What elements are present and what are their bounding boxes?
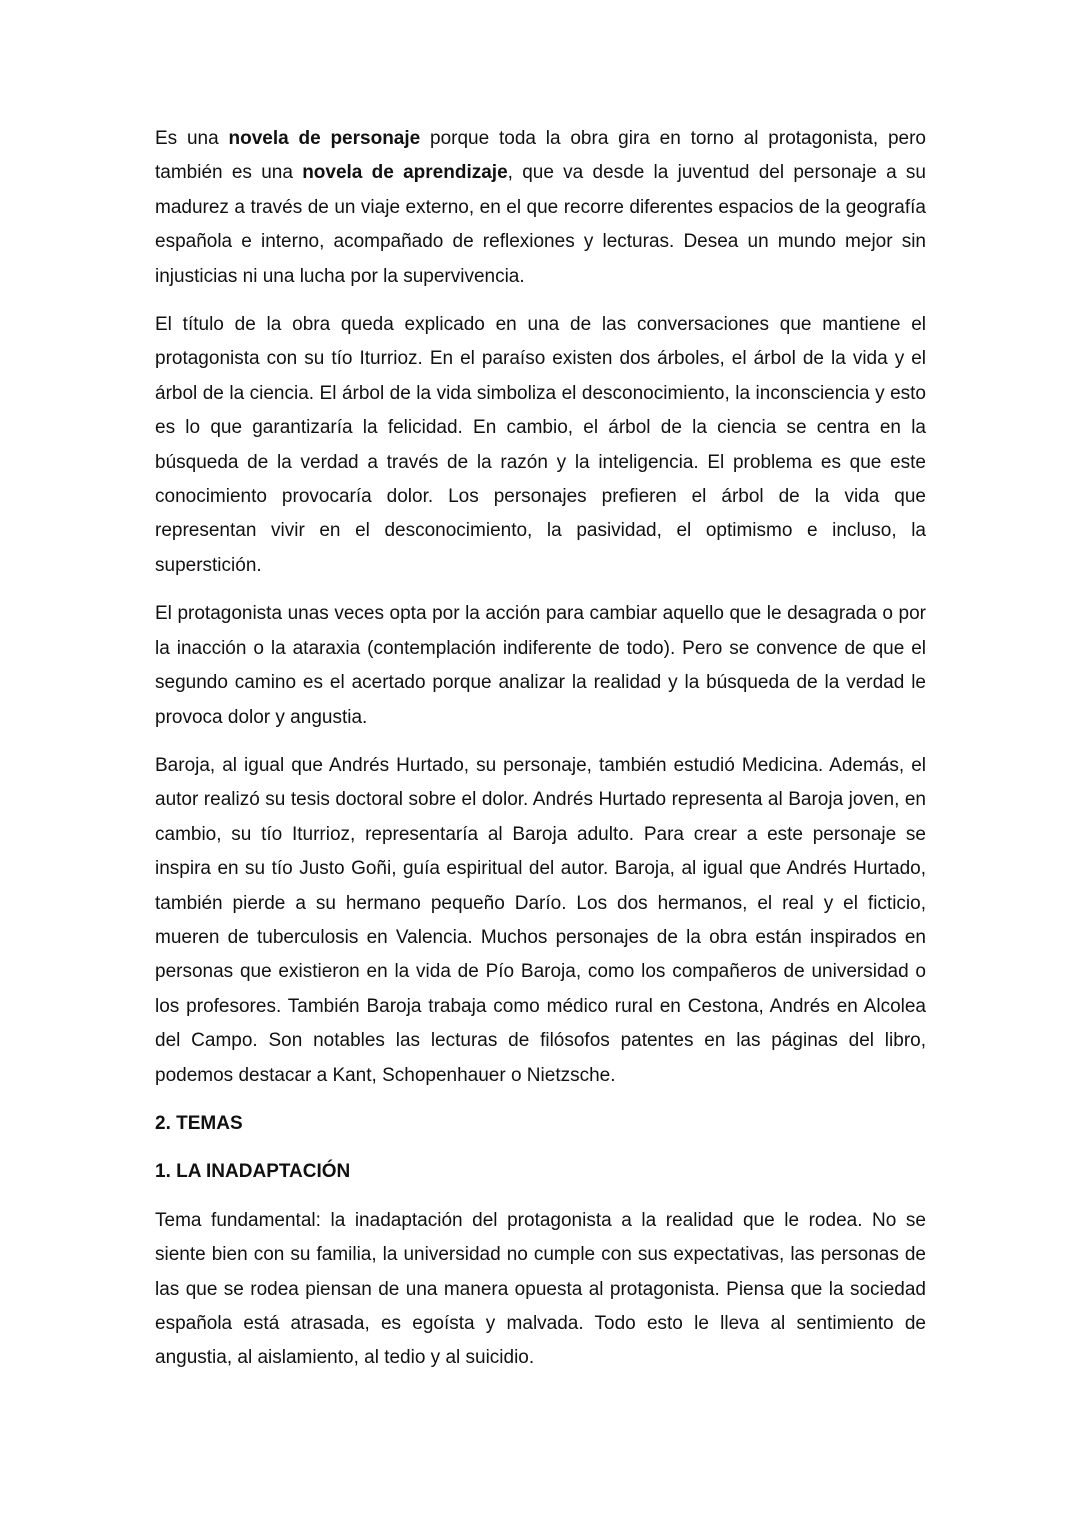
document-page	[155, 122, 926, 1390]
paragraph-titulo-obra: El título de la obra queda explicado en una de las conversaciones que mantiene el protagonista con su tío Iturrioz. En el paraíso existen dos árboles, el árbol de la vida y el árbol de la ciencia. El árbol de la vida simboliza el desconocimiento, la inconsciencia y esto es lo que garantizaría la felicidad. En cambio, el árbol de la ciencia se centra en la búsqueda de la verdad a través de la razón y la inteligencia. El problema es que este conocimiento provocaría dolor. Los personajes prefieren el árbol de la vida que representan vivir en el desconocimiento, la pasividad, el optimismo e incluso, la superstición.	[155, 314, 926, 576]
paragraph-baroja-biografia: Baroja, al igual que Andrés Hurtado, su personaje, también estudió Medicina. Además, el autor realizó su tesis doctoral sobre el dolor. Andrés Hurtado representa al Baroja joven, en cambio, su tío Iturrioz, representaría al Baroja adulto. Para crear a este personaje se inspira en su tío Justo Goñi, guía espiritual del autor. Baroja, al igual que Andrés Hurtado, también pierde a su hermano pequeño Darío. Los dos hermanos, el real y el ficticio, mueren de tuberculosis en Valencia. Muchos personajes de la obra están inspirados en personas que existieron en la vida de Pío Baroja, como los compañeros de universidad o los profesores. También Baroja trabaja como médico rural en Cestona, Andrés en Alcolea del Campo. Son notables las lecturas de filósofos patentes en las páginas del libro, podemos destacar a Kant, Schopenhauer o Nietzsche.	[155, 754, 926, 1086]
paragraph-text: , que va desde la juventud del personaje a su madurez a través de un viaje externo, en el que recorre diferentes espacios de la geografía española e interno, acompañado de reflexiones y lecturas. Desea un mundo mejor sin injusticias ni una lucha por la supervivencia.	[155, 162, 926, 287]
paragraph-text: porque toda la obra gira en torno al protagonista, pero también es una	[155, 128, 926, 184]
section-heading-temas: 2. TEMAS	[155, 1112, 243, 1134]
bold-term-novela-de-aprendizaje: novela de aprendizaje	[302, 162, 508, 184]
paragraph-protagonista-accion: El protagonista unas veces opta por la acción para cambiar aquello que le desagrada o por la inacción o la ataraxia (contemplación indiferente de todo). Pero se convence de que el segundo camino es el acertado porque analizar la realidad y la búsqueda de la verdad le provoca dolor y angustia.	[155, 603, 926, 728]
subsection-heading-inadaptacion: 1. LA INADAPTACIÓN	[155, 1161, 351, 1183]
paragraph-text: Es una	[155, 128, 229, 149]
paragraph-inadaptacion: Tema fundamental: la inadaptación del protagonista a la realidad que le rodea. No se siente bien con su familia, la universidad no cumple con sus expectativas, las personas de las que se rodea piensan de una manera opuesta al protagonista. Piensa que la sociedad española está atrasada, es egoísta y malvada. Todo esto le lleva al sentimiento de angustia, al aislamiento, al tedio y al suicidio.	[155, 1209, 926, 1369]
bold-term-novela-de-personaje: novela de personaje	[228, 128, 421, 149]
paragraph-novela-personaje	[155, 122, 926, 294]
